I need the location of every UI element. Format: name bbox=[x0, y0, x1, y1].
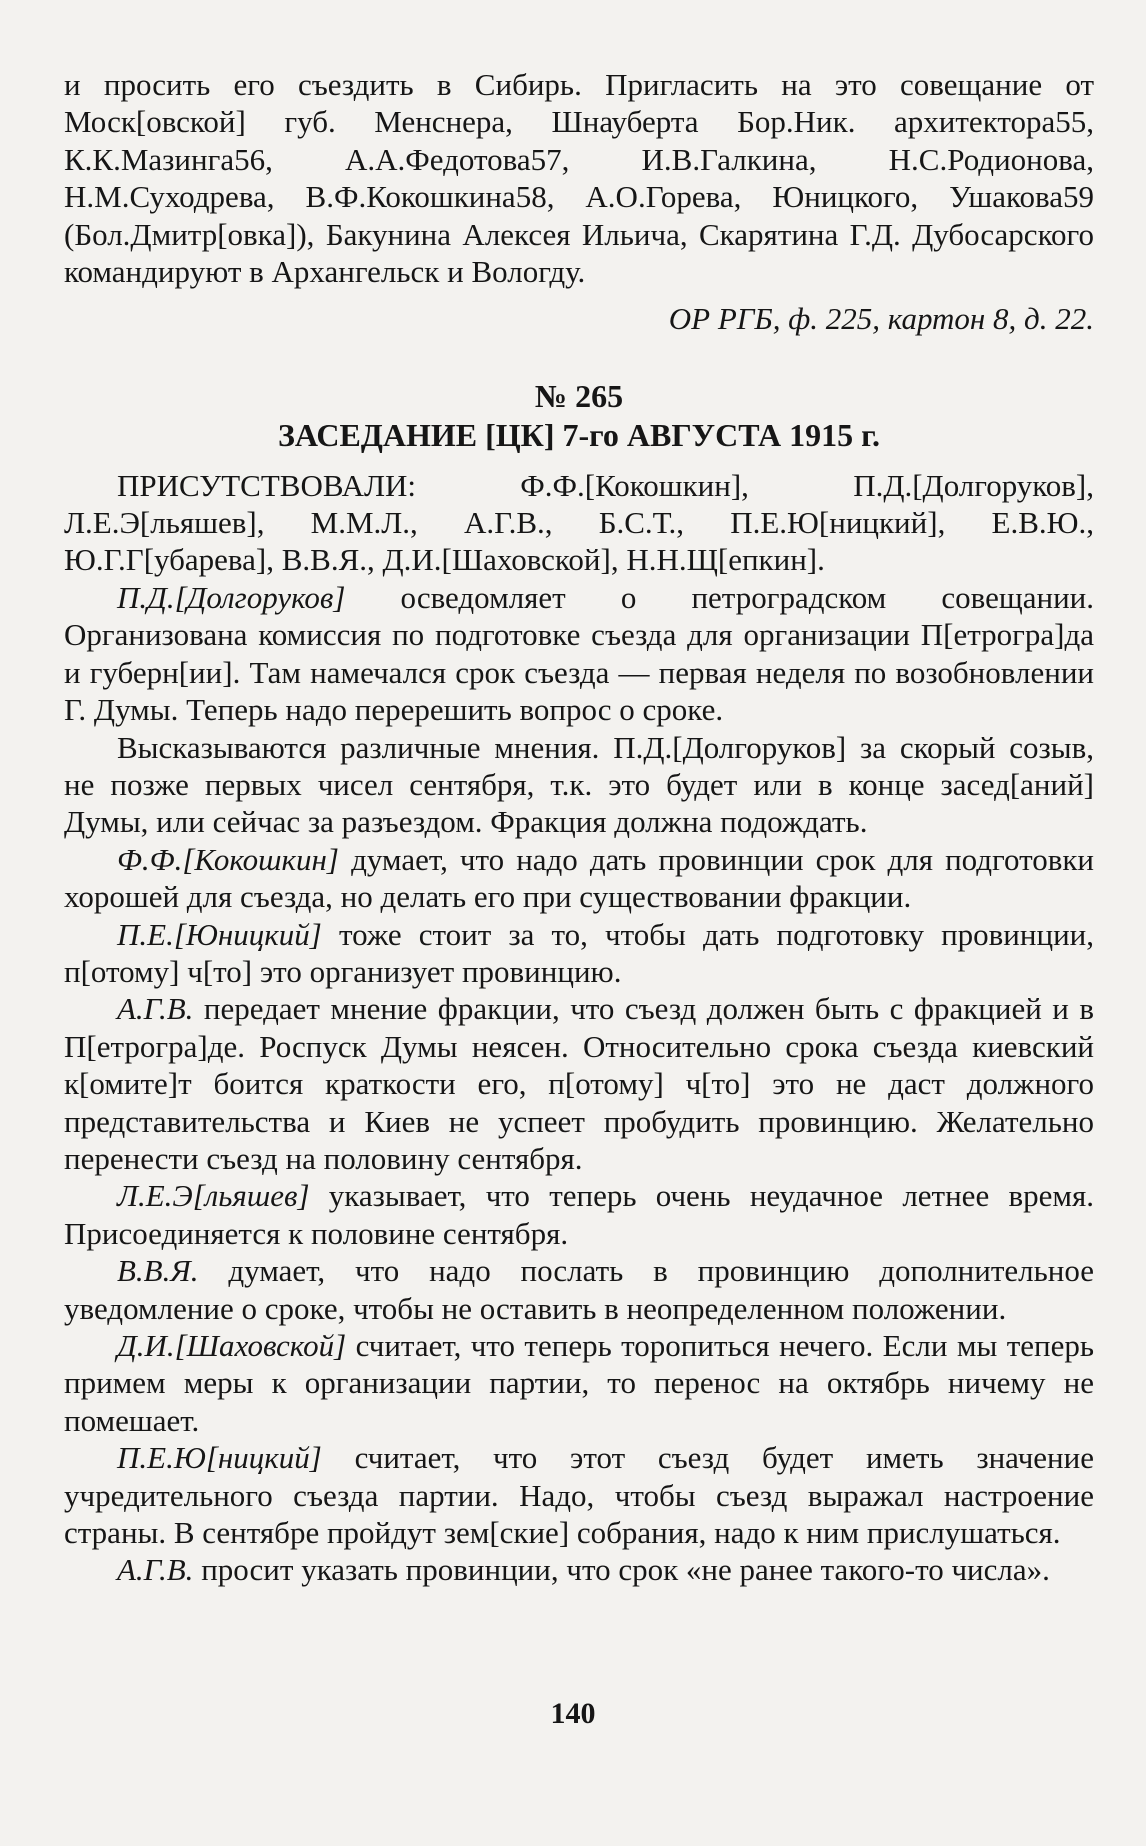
paragraph-text: Высказываются различные мнения. П.Д.[Долгоруков] за скорый созыв, не позже первых чисел сентября, т.к. это будет или в конце засед[аний] Думы, или сейчас за разъездом. Фракция должна подождать. bbox=[64, 729, 1094, 840]
speaker-name: П.Е.[Юницкий] bbox=[117, 916, 322, 952]
minutes-paragraph bbox=[64, 990, 1094, 1177]
paragraph-text: осведомляет о петроградском совещании. Организована комиссия по подготовке съезда для организации П[етрогра]да и губерн[ии]. Там намечался срок съезда — первая неделя по возобновлении Г. Думы. Теперь надо перерешить вопрос о сроке. bbox=[64, 579, 1094, 728]
speaker-name: А.Г.В. bbox=[117, 1552, 194, 1588]
minutes-paragraph bbox=[64, 1439, 1094, 1551]
minutes-paragraphs bbox=[64, 579, 1094, 1589]
intro-paragraph: и просить его съездить в Сибирь. Пригласить на это совещание от Моск[овской] губ. Менснера, Шнауберта Бор.Ник. архитектора55, К.К.Мазинга56, А.А.Федотова57, И.В.Галкина, Н.С.Родионова, Н.М.Суходрева, В.Ф.Кокошкина58, А.О.Горева, Юницкого, Ушакова59 (Бол.Дмитр[овка]), Бакунина Алексея Ильича, Скарятина Г.Д. Дубосарского командируют в Архангельск и Вологду. bbox=[64, 67, 1094, 290]
document-title: ЗАСЕДАНИЕ [ЦК] 7-го АВГУСТА 1915 г. bbox=[277, 417, 881, 454]
page-number: 140 bbox=[550, 1697, 596, 1730]
document-number: № 265 bbox=[534, 377, 624, 414]
minutes-paragraph bbox=[64, 1327, 1094, 1439]
paragraph-text: думает, что надо дать провинции срок для подготовки хорошей для съезда, но делать его при существовании фракции. bbox=[64, 841, 1094, 915]
minutes-paragraph bbox=[64, 729, 1094, 841]
paragraph-text: считает, что теперь торопиться нечего. Если мы теперь примем меры к организации партии, то перенос на октябрь ничему не помешает. bbox=[64, 1328, 1094, 1438]
speaker-name: А.Г.В. bbox=[117, 991, 194, 1027]
attendees-paragraph: ПРИСУТСТВОВАЛИ: Ф.Ф.[Кокошкин], П.Д.[Долгоруков], Л.Е.Э[льяшев], М.М.Л., А.Г.В., Б.С.Т., П.Е.Ю[ницкий], Е.В.Ю., Ю.Г.Г[убарева], В.В.Я., Д.И.[Шаховской], Н.Н.Щ[епкин]. bbox=[64, 467, 1094, 578]
minutes-paragraph bbox=[64, 1551, 1094, 1588]
paragraph-text: передает мнение фракции, что съезд должен быть с фракцией и в П[етрогра]де. Роспуск Думы неясен. Относительно срока съезда киевский к[омите]т боится краткости его, п[отому] ч[то] это не даст должного представительства и Киев не успеет пробудить провинцию. Желательно перенести съезд на половину сентября. bbox=[64, 991, 1094, 1176]
paragraph-text: просит указать провинции, что срок «не ранее такого-то числа». bbox=[193, 1552, 1050, 1588]
minutes-paragraph bbox=[64, 1177, 1094, 1252]
text-block bbox=[64, 66, 1094, 1589]
minutes-paragraph bbox=[64, 1252, 1094, 1327]
archive-source: ОР РГБ, ф. 225, картон 8, д. 22. bbox=[668, 301, 1094, 337]
paragraph-text: указывает, что теперь очень неудачное летнее время. Присоединяется к половине сентября. bbox=[64, 1178, 1094, 1251]
minutes-paragraph bbox=[64, 579, 1094, 729]
minutes-paragraph bbox=[64, 841, 1094, 916]
paragraph-text: считает, что этот съезд будет иметь значение учредительного съезда партии. Надо, чтобы съезд выражал настроение страны. В сентябре пройдут зем[ские] собрания, надо к ним прислушаться. bbox=[64, 1440, 1094, 1551]
speaker-name: П.Е.Ю[ницкий] bbox=[117, 1440, 322, 1476]
speaker-name: П.Д.[Долгоруков] bbox=[117, 579, 346, 615]
speaker-name: Д.И.[Шаховской] bbox=[117, 1328, 347, 1363]
speaker-name: В.В.Я. bbox=[117, 1253, 199, 1289]
minutes-paragraph bbox=[64, 916, 1094, 991]
paragraph-text: думает, что надо послать в провинцию дополнительное уведомление о сроке, чтобы не оставить в неопределенном положении. bbox=[64, 1253, 1094, 1326]
paragraph-text: тоже стоит за то, чтобы дать подготовку провинции, п[отому] ч[то] это организует провинцию. bbox=[64, 916, 1094, 989]
speaker-name: Л.Е.Э[льяшев] bbox=[117, 1178, 310, 1214]
speaker-name: Ф.Ф.[Кокошкин] bbox=[117, 841, 339, 877]
